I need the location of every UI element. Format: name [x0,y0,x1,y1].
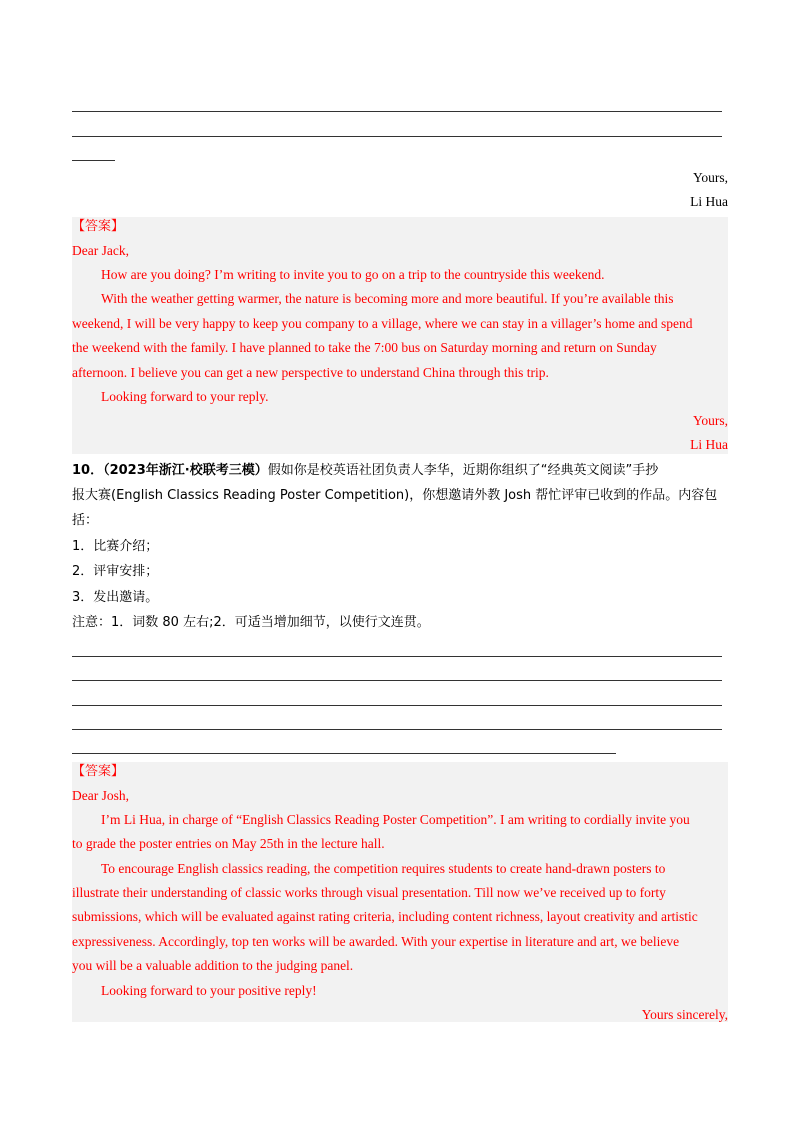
letter-greeting: Dear Jack, [72,243,129,258]
writing-line [72,656,722,657]
writing-line [72,111,722,112]
letter-line: Looking forward to your reply. [101,389,269,404]
letter-line: expressiveness. Accordingly, top ten works will be awarded. With your expertise in literature and art, we believe [72,934,680,949]
question-number: 10． [72,463,104,478]
question-10-heading [72,462,658,480]
letter-line: submissions, which will be evaluated against rating criteria, including content richness, layout creativity and artistic [72,909,698,924]
question-item: 1．比赛介绍； [72,539,159,554]
writing-line [72,705,722,706]
question-item: 3．发出邀请。 [72,590,159,605]
letter-line: afternoon. I believe you can get a new perspective to understand China through this trip. [72,365,549,380]
letter-line: How are you doing? I’m writing to invite you to go on a trip to the countryside this weekend. [101,267,605,282]
question-note: 注意：1．词数 80 左右;2．可适当增加细节，以使行文连贯。 [72,615,430,630]
writing-line [72,136,722,137]
question-prompt: 假如你是校英语社团负责人李华，近期你组织了“经典英文阅读”手抄 [267,463,659,478]
writing-line-short [72,160,115,161]
letter-line: you will be a valuable addition to the judging panel. [72,958,354,973]
answer-box-1 [72,217,728,454]
letter-line: the weekend with the family. I have planned to take the 7:00 bus on Saturday morning and return on Sunday [72,340,657,355]
answer-tag: 【答案】 [72,219,125,234]
letter-line: Looking forward to your positive reply! [101,983,317,998]
top-closing: Yours, [692,170,728,185]
letter-line: To encourage English classics reading, the competition requires students to create hand-drawn posters to [101,861,666,876]
question-prompt-line: 报大赛(English Classics Reading Poster Competition)，你想邀请外教 Josh 帮忙评审已收到的作品。内容包 [72,488,718,503]
question-source: （2023年浙江·校联考三模） [103,463,268,478]
question-item: 2．评审安排； [72,564,159,579]
letter-line: illustrate their understanding of classic works through visual presentation. Till now we’ve received up to forty [72,885,666,900]
question-prompt-line: 括： [72,513,99,528]
answer-tag: 【答案】 [72,764,125,779]
letter-line: weekend, I will be very happy to keep you company to a village, where we can stay in a villager’s home and spend [72,316,693,331]
top-signature: Li Hua [690,194,728,209]
letter-greeting: Dear Josh, [72,788,129,803]
letter-closing: Yours sincerely, [641,1007,728,1022]
writing-line [72,729,722,730]
letter-signature: Li Hua [690,437,728,452]
letter-closing: Yours, [692,413,728,428]
letter-line: I’m Li Hua, in charge of “English Classics Reading Poster Competition”. I am writing to cordially invite you [101,812,690,827]
writing-line [72,680,722,681]
letter-line: With the weather getting warmer, the nature is becoming more and more beautiful. If you’re available this [101,291,674,306]
letter-line: to grade the poster entries on May 25th in the lecture hall. [72,836,385,851]
writing-line-short [72,753,616,754]
